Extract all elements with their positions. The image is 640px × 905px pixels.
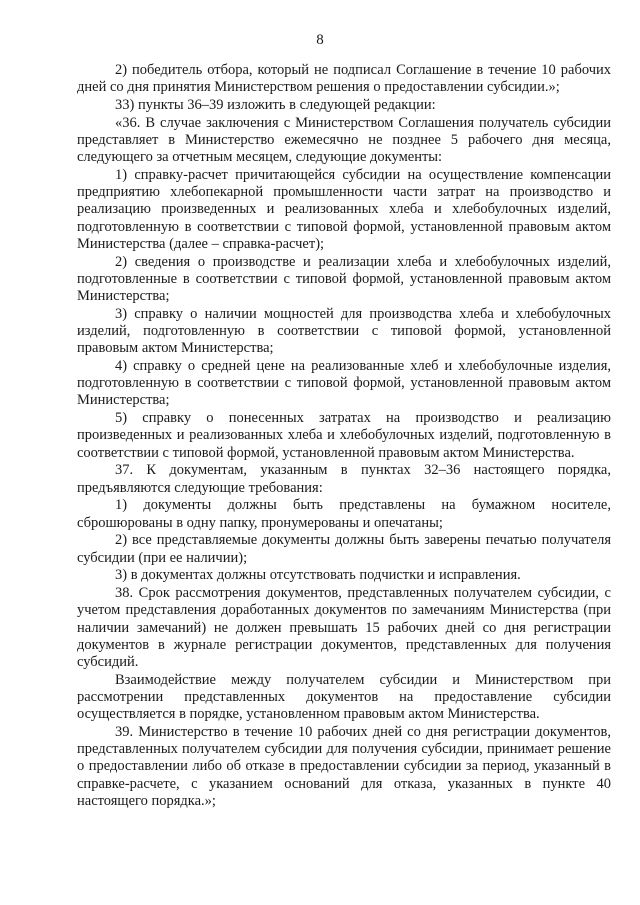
document-body: [77, 62, 611, 810]
paragraph-1: 2) победитель отбора, который не подписал Соглашение в течение 10 рабочих дней со дня принятия Министерством решения о предоставлении субсидии.»;: [77, 62, 611, 96]
paragraph-5: 2) сведения о производстве и реализации хлеба и хлебобулочных изделий, подготовленные в соответствии с типовой формой, установленной правовым актом Министерства;: [77, 253, 611, 305]
paragraph-9: 37. К документам, указанным в пунктах 32–36 настоящего порядка, предъявляются следующие требования:: [77, 462, 611, 496]
paragraph-14: Взаимодействие между получателем субсидии и Министерством при рассмотрении представленных документов на предоставление субсидии осуществляется в порядке, установленном правовым актом Министерства.: [77, 671, 611, 723]
paragraph-13: 38. Срок рассмотрения документов, представленных получателем субсидии, с учетом представления доработанных документов по замечаниям Министерства (при наличии замечаний) не должен превышать 15 рабочих дней со дня регистрации документов в журнале регистрации документов, представленных для получения субсидий.: [77, 585, 611, 671]
paragraph-10: 1) документы должны быть представлены на бумажном носителе, сброшюрованы в одну папку, пронумерованы и опечатаны;: [77, 497, 611, 531]
paragraph-7: 4) справку о средней цене на реализованные хлеб и хлебобулочные изделия, подготовленную в соответствии с типовой формой, установленной правовым актом Министерства;: [77, 358, 611, 409]
paragraph-15: 39. Министерство в течение 10 рабочих дней со дня регистрации документов, представленных получателем субсидии для получения субсидии, принимает решение о предоставлении либо об отказе в предоставлении субсидии за период, указанный в справке-расчете, с указанием оснований для отказа, указанных в пункте 40 настоящего порядка.»;: [77, 724, 611, 809]
page-number: 8: [316, 32, 324, 48]
paragraph-2: 33) пункты 36–39 изложить в следующей редакции:: [115, 97, 436, 113]
paragraph-3: «36. В случае заключения с Министерством Соглашения получатель субсидии представляет в Министерство ежемесячно не позднее 5 рабочего дня месяца, следующего за отчетным месяцем, следующие документы:: [77, 114, 611, 166]
paragraph-11: 2) все представляемые документы должны быть заверены печатью получателя субсидии (при ее наличии);: [77, 532, 611, 566]
paragraph-8: 5) справку о понесенных затратах на производство и реализацию произведенных и реализованных хлеба и хлебобулочных изделий, подготовленную в соответствии с типовой формой, установленной правовым актом Министерства.: [77, 410, 611, 461]
paragraph-6: 3) справку о наличии мощностей для производства хлеба и хлебобулочных изделий, подготовленную в соответствии с типовой формой, установленной правовым актом Министерства;: [77, 305, 611, 357]
paragraph-4: 1) справку-расчет причитающейся субсидии на осуществление компенсации предприятию хлебопекарной промышленности части затрат на производство и реализацию произведенных и реализованных хлеба и хлебобулочных изделий, подготовленную в соответствии с типовой формой, установленной правовым актом Министерства (далее – справка-расчет);: [77, 167, 611, 252]
paragraph-12: 3) в документах должны отсутствовать подчистки и исправления.: [115, 567, 521, 584]
